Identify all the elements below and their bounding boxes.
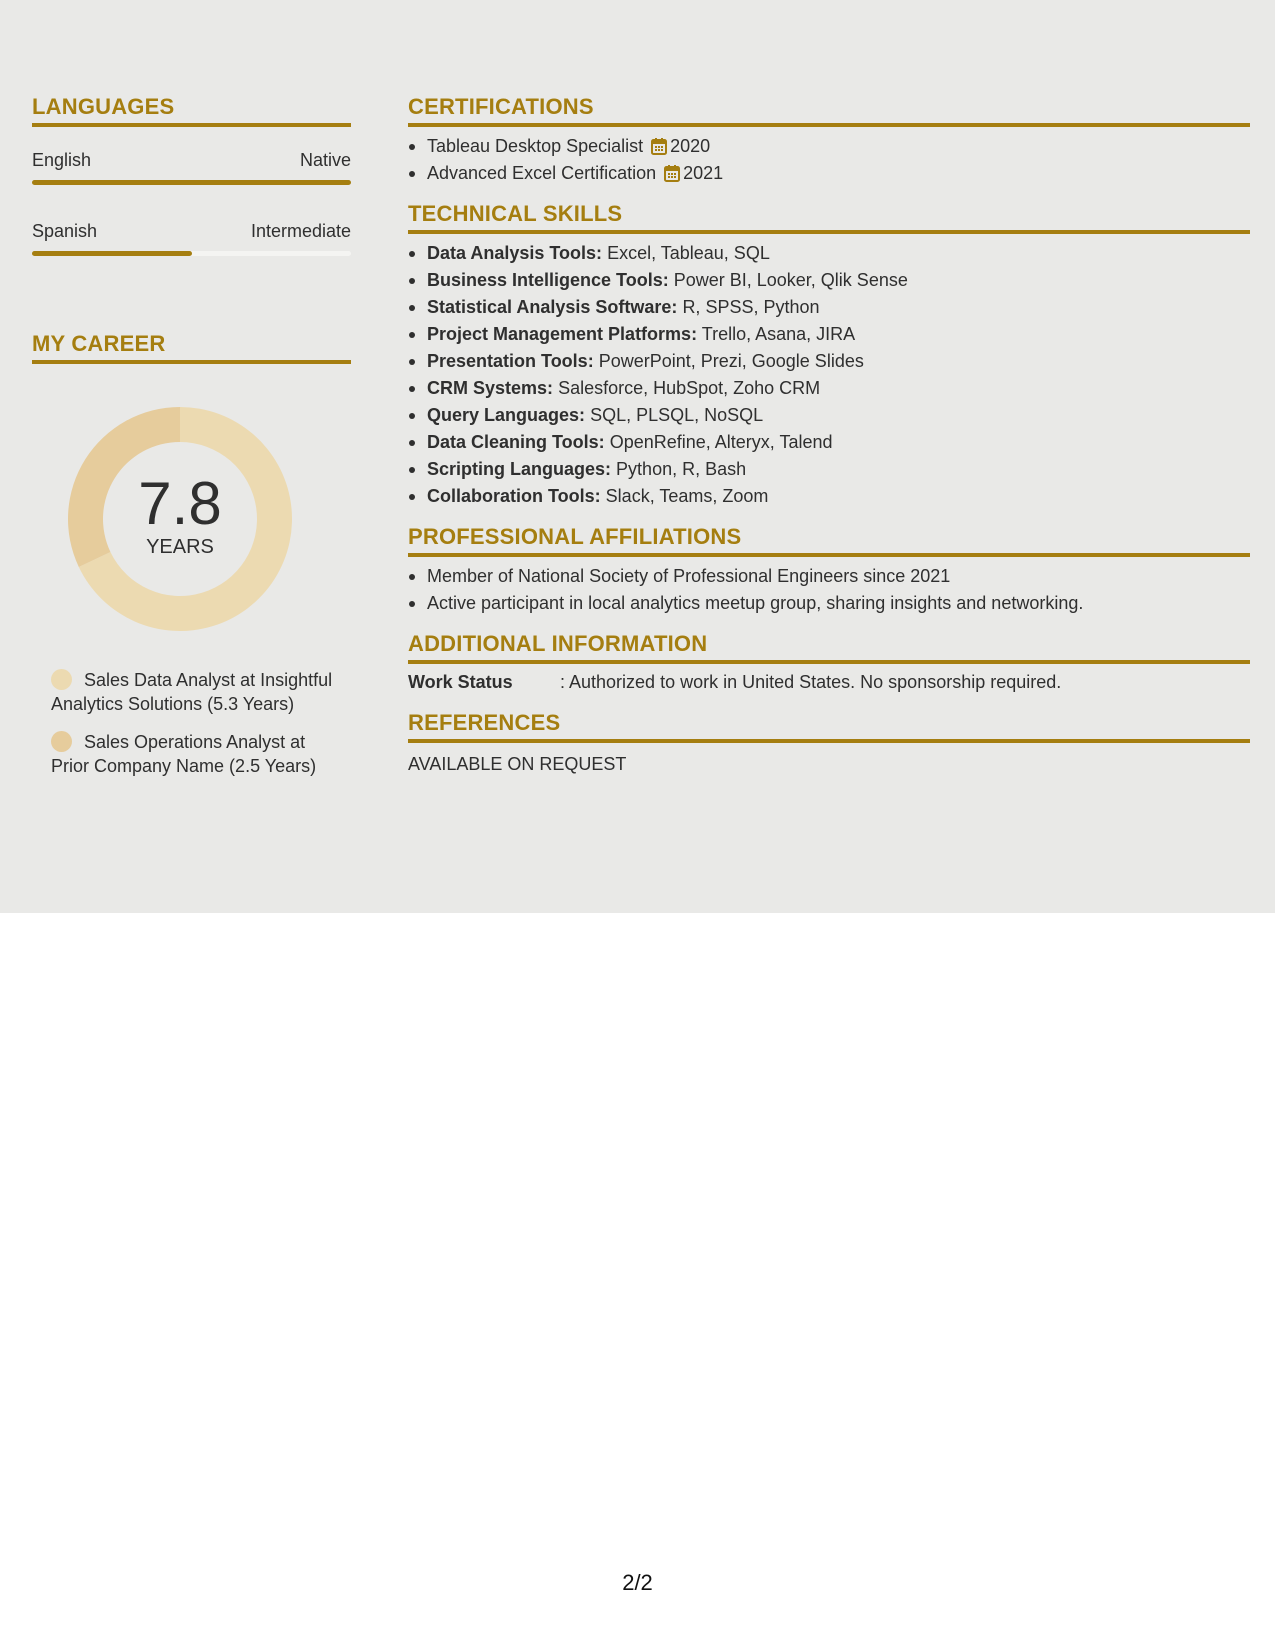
calendar-icon [664,164,680,182]
skill-item [408,267,1250,294]
skills-section [408,201,1250,510]
skill-value: Excel, Tableau, SQL [607,243,770,263]
affiliation-item: Member of National Society of Professional Engineers since 2021 [408,563,1250,590]
skill-item [408,402,1250,429]
legend-dot [51,731,72,752]
language-level: Intermediate [250,221,351,241]
skill-label: Data Cleaning Tools: [427,432,605,452]
certifications-section [408,94,1250,187]
additional-section [408,631,1250,694]
skill-value: R, SPSS, Python [682,297,820,317]
certification-year: 2020 [670,136,711,156]
affiliation-item: Active participant in local analytics meetup group, sharing insights and networking. [408,590,1250,617]
skill-label: Collaboration Tools: [427,486,601,506]
page-number: 2/2 [622,1570,653,1595]
references-text: AVAILABLE ON REQUEST [408,754,627,774]
skills-list [408,240,1250,510]
certification-year: 2021 [683,163,724,183]
skill-item [408,429,1250,456]
career-section [32,331,351,778]
skill-item [408,348,1250,375]
legend-label: Sales Operations Analyst at Prior Company Name (2.5 Years) [51,732,317,776]
calendar-icon [651,137,667,155]
skill-item [408,375,1250,402]
career-total-years: 7.8 [138,470,222,537]
additional-title: ADDITIONAL INFORMATION [408,631,708,656]
certifications-title: CERTIFICATIONS [408,94,594,119]
skill-label: Query Languages: [427,405,586,425]
language-bar-fill [32,251,192,256]
references-section [408,710,1250,776]
skill-label: Statistical Analysis Software: [427,297,678,317]
language-bar-fill [32,180,351,185]
certifications-list [408,133,1250,187]
career-rule [32,360,351,364]
career-donut-chart [65,404,295,634]
certifications-rule [408,123,1250,127]
skill-item [408,483,1250,510]
skill-value: Trello, Asana, JIRA [701,324,856,344]
language-item [32,149,351,185]
language-name: Spanish [32,221,98,241]
skill-label: Presentation Tools: [427,351,594,371]
languages-section [32,94,351,256]
left-column [32,94,351,778]
language-level: Native [299,150,351,170]
skill-value: Salesforce, HubSpot, Zoho CRM [558,378,821,398]
career-legend-item [51,730,341,778]
skill-value: Power BI, Looker, Qlik Sense [673,270,908,290]
donut-center [65,404,295,634]
right-column [408,94,1250,776]
career-unit: YEARS [146,536,214,558]
skill-label: Business Intelligence Tools: [427,270,669,290]
work-status-row [408,670,1250,694]
skill-item [408,321,1250,348]
affiliations-rule [408,553,1250,557]
skill-value: Slack, Teams, Zoom [605,486,769,506]
skill-label: CRM Systems: [427,378,554,398]
skill-value: SQL, PLSQL, NoSQL [590,405,764,425]
skill-item [408,240,1250,267]
skill-label: Project Management Platforms: [427,324,698,344]
legend-dot [51,669,72,690]
skills-title: TECHNICAL SKILLS [408,201,623,226]
certification-name: Tableau Desktop Specialist [427,136,644,156]
certification-name: Advanced Excel Certification [427,163,657,183]
references-rule [408,739,1250,743]
languages-rule [32,123,351,127]
career-title: MY CAREER [32,331,166,356]
affiliations-title: PROFESSIONAL AFFILIATIONS [408,524,742,549]
affiliations-list [408,563,1250,617]
languages-title: LANGUAGES [32,94,175,119]
skill-label: Data Analysis Tools: [427,243,603,263]
skill-value: Python, R, Bash [616,459,747,479]
certification-item [408,133,1250,160]
language-bar [32,251,351,256]
skill-item [408,456,1250,483]
certification-item [408,160,1250,187]
skills-rule [408,230,1250,234]
affiliations-section [408,524,1250,617]
work-status-value: : Authorized to work in United States. No sponsorship required. [560,672,1062,692]
skill-label: Scripting Languages: [427,459,612,479]
skill-value: OpenRefine, Alteryx, Talend [609,432,833,452]
career-legend-item [51,668,341,716]
language-name: English [32,150,92,170]
language-item [32,220,351,256]
references-title: REFERENCES [408,710,561,735]
work-status-key: Work Status [408,672,513,692]
skill-value: PowerPoint, Prezi, Google Slides [598,351,864,371]
additional-rule [408,660,1250,664]
legend-label: Sales Data Analyst at Insightful Analytics Solutions (5.3 Years) [51,670,333,714]
skill-item [408,294,1250,321]
language-bar [32,180,351,185]
